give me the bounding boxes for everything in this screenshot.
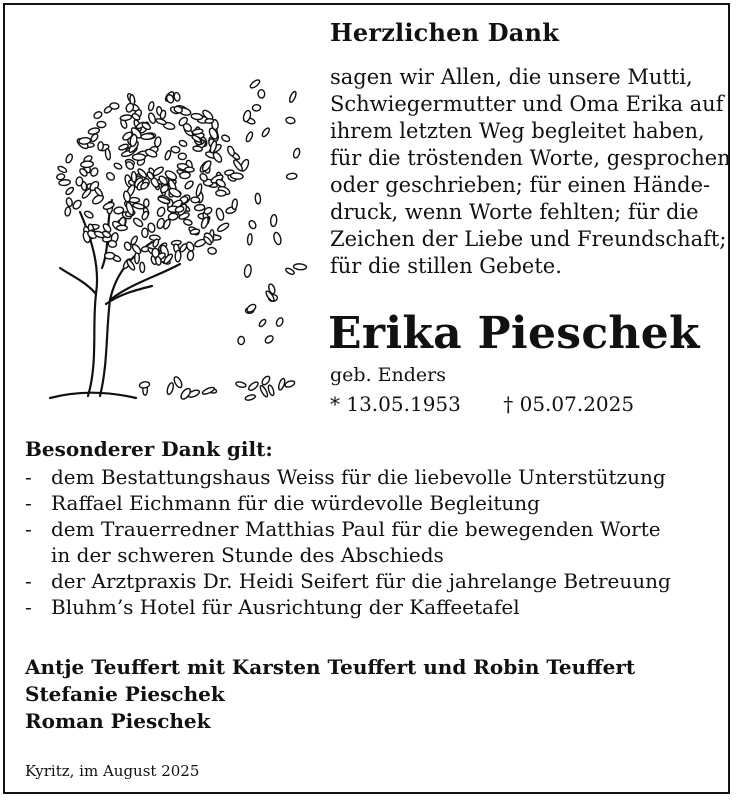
special-thanks-list xyxy=(25,464,725,620)
list-item xyxy=(25,568,725,594)
life-dates xyxy=(330,392,634,416)
thanks-line: ihrem letzten Weg begleitet haben, xyxy=(330,119,705,143)
thanks-line: für die tröstenden Worte, gesprochen xyxy=(330,146,731,170)
deceased-name: Erika Pieschek xyxy=(328,308,700,359)
list-item-text: in der schweren Stunde des Abschieds xyxy=(51,543,444,567)
notice-heading: Herzlichen Dank xyxy=(330,18,560,47)
signer-line: Stefanie Pieschek xyxy=(25,682,225,706)
birth-date: * 13.05.1953 xyxy=(330,392,461,416)
thanks-line: druck, wenn Worte fehlten; für die xyxy=(330,200,699,224)
signers xyxy=(25,654,635,735)
special-thanks-heading: Besonderer Dank gilt: xyxy=(25,437,273,461)
thanks-line: für die stillen Gebete. xyxy=(330,254,562,278)
list-item-text: Raffael Eichmann für die würdevolle Begleitung xyxy=(51,491,540,515)
list-dash: - xyxy=(25,517,32,541)
list-item-text: Bluhm’s Hotel für Ausrichtung der Kaffeetafel xyxy=(51,595,520,619)
list-dash: - xyxy=(25,465,32,489)
list-item xyxy=(25,594,725,620)
thanks-line: Zeichen der Liebe und Freundschaft; xyxy=(330,227,727,251)
list-dash: - xyxy=(25,595,32,619)
thanks-line: Schwiegermutter und Oma Erika auf xyxy=(330,92,724,116)
list-item-text: der Arztpraxis Dr. Heidi Seifert für die jahrelange Betreuung xyxy=(51,569,671,593)
windblown-tree-icon xyxy=(40,62,310,412)
list-dash: - xyxy=(25,569,32,593)
thanks-line: sagen wir Allen, die unsere Mutti, xyxy=(330,65,693,89)
death-date: † 05.07.2025 xyxy=(503,392,635,416)
thanks-text xyxy=(330,64,730,280)
birth-name: geb. Enders xyxy=(330,364,446,386)
list-dash: - xyxy=(25,491,32,515)
list-item xyxy=(25,464,725,490)
thanks-line: oder geschrieben; für einen Hände- xyxy=(330,173,711,197)
list-item xyxy=(25,516,725,568)
place-date: Kyritz, im August 2025 xyxy=(25,762,200,780)
signer-line: Roman Pieschek xyxy=(25,709,211,733)
list-item-text: dem Bestattungshaus Weiss für die liebevolle Unterstützung xyxy=(51,465,666,489)
list-item-text: dem Trauerredner Matthias Paul für die bewegenden Worte xyxy=(51,517,661,541)
signer-line: Antje Teuffert mit Karsten Teuffert und Robin Teuffert xyxy=(25,655,636,679)
list-item xyxy=(25,490,725,516)
